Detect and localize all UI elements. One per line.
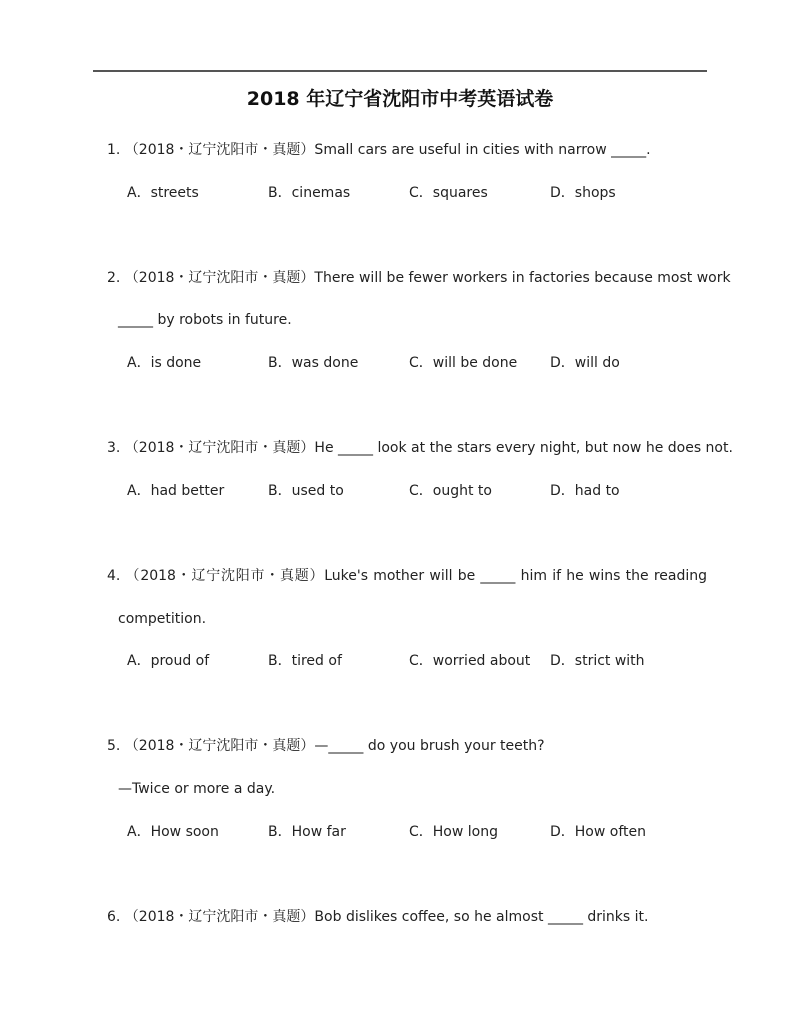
question-2-option-d[interactable]: D．will do [550, 355, 620, 371]
question-2-option-c[interactable]: C．will be done [409, 355, 518, 371]
page-title: 2018 年辽宁省沈阳市中考英语试卷 [246, 88, 554, 110]
question-2-option-a[interactable]: A．is done [127, 355, 202, 371]
question-1-option-a[interactable]: A．streets [127, 185, 199, 201]
question-5-stem-continued: —Twice or more a day. [118, 781, 276, 797]
question-1-option-b[interactable]: B．cinemas [268, 185, 351, 201]
question-5-stem: 5. （2018・辽宁沈阳市・真题）—_____ do you brush your teeth? [107, 738, 545, 754]
question-4-stem-continued: competition. [118, 611, 207, 627]
question-2-option-b[interactable]: B．was done [268, 355, 359, 371]
question-6-stem: 6. （2018・辽宁沈阳市・真题）Bob dislikes coffee, so he almost _____ drinks it. [107, 909, 649, 925]
question-3-option-b[interactable]: B．used to [268, 483, 344, 499]
question-5-option-d[interactable]: D．How often [550, 824, 646, 840]
question-5-option-a[interactable]: A．How soon [127, 824, 219, 840]
question-3-option-a[interactable]: A．had better [127, 483, 225, 499]
top-rule [93, 70, 707, 72]
question-3-stem: 3. （2018・辽宁沈阳市・真题）He _____ look at the stars every night, but now he does not. [107, 440, 733, 456]
question-5-option-c[interactable]: C．How long [409, 824, 498, 840]
question-1-stem: 1. （2018・辽宁沈阳市・真题）Small cars are useful in cities with narrow _____. [107, 142, 651, 158]
question-5-option-b[interactable]: B．How far [268, 824, 346, 840]
question-3-option-c[interactable]: C．ought to [409, 483, 492, 499]
question-4-stem: 4. （2018・辽宁沈阳市・真题）Luke's mother will be _____ him if he wins the reading [107, 568, 707, 584]
question-3-option-d[interactable]: D．had to [550, 483, 620, 499]
question-2-stem-continued: _____ by robots in future. [118, 312, 292, 328]
question-4-option-d[interactable]: D．strict with [550, 653, 645, 669]
question-4-option-b[interactable]: B．tired of [268, 653, 342, 669]
question-1-option-c[interactable]: C．squares [409, 185, 488, 201]
question-2-stem: 2. （2018・辽宁沈阳市・真题）There will be fewer workers in factories because most work [107, 270, 731, 286]
question-4-option-a[interactable]: A．proud of [127, 653, 210, 669]
question-1-option-d[interactable]: D．shops [550, 185, 616, 201]
question-4-option-c[interactable]: C．worried about [409, 653, 531, 669]
